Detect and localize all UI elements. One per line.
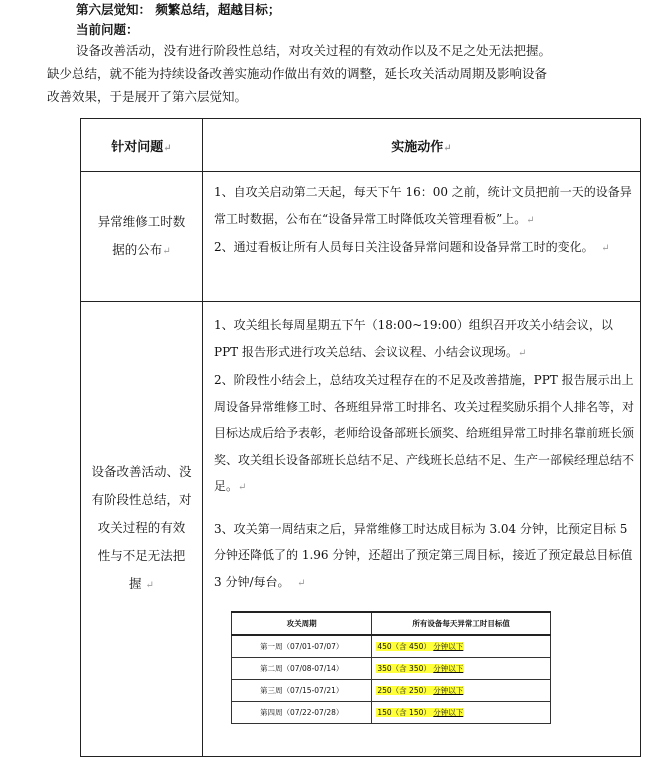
problem-line: 有阶段性总结，对 — [91, 492, 192, 507]
inner-target-cell: 450（含 450） 分钟以下 — [372, 635, 551, 658]
intro-line-3: 改善效果，于是展开了第六层觉知。 — [47, 89, 248, 104]
inner-period-cell: 第四周（07/22-07/28） — [232, 702, 372, 724]
table-header-row — [81, 119, 641, 172]
action-paragraph: 2、通过看板让所有人员每日关注设备异常问题和设备异常工时的变化。 ↵ — [214, 240, 610, 254]
action-paragraph: 3、攻关第一周结束之后，异常维修工时达成目标为 3.04 分钟，比预定目标 5 分钟还降低了的 1.96 分钟，还超出了预定第三周目标，接近了预定最总目标值 3 分钟/每台。 ↵ — [214, 521, 633, 589]
problem-cell — [81, 172, 203, 302]
inner-period-cell: 第一周（07/01-07/07） — [232, 635, 372, 658]
section-heading: 第六层觉知： 频繁总结，超越目标； — [76, 2, 281, 17]
problem-line: 异常维修工时数 — [97, 213, 186, 229]
problem-line: 攻关过程的有效 — [97, 520, 186, 535]
problem-line: 设备改善活动、没 — [91, 464, 192, 479]
table-row — [81, 302, 641, 757]
inner-row — [232, 680, 551, 702]
action-paragraph: 1、攻关组长每周星期五下午（18:00~19:00）组织召开攻关小结会议，以 PPT 报告形式进行攻关总结、会议议程、小结会议现场。↵ — [214, 318, 613, 359]
inner-target-cell: 250（含 250） 分钟以下 — [372, 680, 551, 702]
inner-target-cell: 350（含 350） 分钟以下 — [372, 658, 551, 680]
action-table — [80, 118, 641, 757]
problem-heading: 当前问题： — [76, 22, 139, 37]
problem-cell — [81, 302, 203, 757]
weekly-target-table — [231, 611, 551, 724]
inner-row — [232, 702, 551, 724]
intro-line-2: 缺少总结，就不能为持续设备改善实施动作做出有效的调整，延长攻关活动周期及影响设备 — [47, 66, 548, 81]
inner-header-target: 所有设备每天异常工时目标值 — [372, 612, 551, 635]
inner-target-cell: 150（含 150） 分钟以下 — [372, 702, 551, 724]
inner-period-cell: 第二周（07/08-07/14） — [232, 658, 372, 680]
problem-line: 性与不足无法把 — [97, 548, 186, 563]
header-action: 实施动作↵ — [203, 119, 641, 172]
table-row — [81, 172, 641, 302]
header-problem: 针对问题↵ — [81, 119, 203, 172]
inner-header-row — [232, 612, 551, 635]
inner-period-cell: 第三周（07/15-07/21） — [232, 680, 372, 702]
intro-line-1: 设备改善活动，没有进行阶段性总结，对攻关过程的有效动作以及不足之处无法把握。 — [76, 43, 552, 58]
inner-row — [232, 658, 551, 680]
inner-header-period: 攻关周期 — [232, 612, 372, 635]
inner-row — [232, 635, 551, 658]
action-cell — [203, 302, 641, 757]
action-paragraph: 1、自攻关启动第二天起，每天下午 16：00 之前，统计文员把前一天的设备异常工时数据，公布在“设备异常工时降低攻关管理看板”上。↵ — [214, 185, 632, 226]
problem-line: 握 ↵ — [129, 576, 154, 591]
action-paragraph: 2、阶段性小结会上，总结攻关过程存在的不足及改善措施，PPT 报告展示出上周设备异常维修工时、各班组异常工时排名、攻关过程奖励乐捐个人排名等，对目标达成后给予表彰，老师给设备部班长颁奖、给班组异常工时排名靠前班长颁奖、攻关组长设备部班长总结不足、产线班长总结不足、生产一部候经理总结不足。↵ — [214, 373, 635, 493]
action-cell — [203, 172, 641, 302]
problem-line: 据的公布↵ — [112, 241, 171, 257]
